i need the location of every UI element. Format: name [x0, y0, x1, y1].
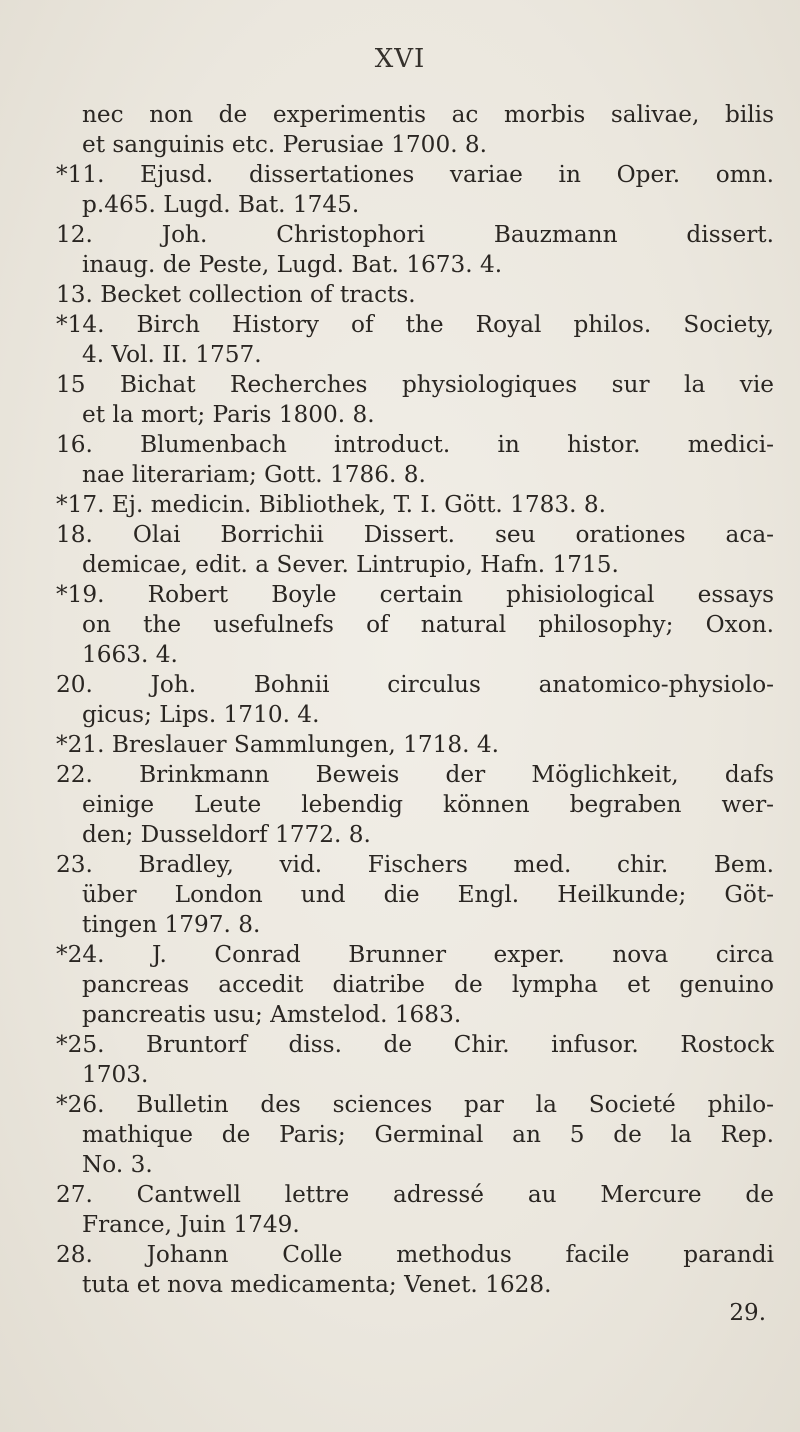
- page-number: XVI: [374, 44, 426, 74]
- entry-line: et la mort; Paris 1800. 8.: [82, 401, 375, 428]
- entry-line: 16. Blumenbach introduct. in histor. medici-: [56, 431, 774, 458]
- bibliography-entry: [56, 1030, 774, 1090]
- entry-line: 15 Bichat Recherches physiologiques sur la vie: [56, 371, 774, 398]
- bibliography-entry: [56, 580, 774, 670]
- bibliography-entry: [56, 310, 774, 370]
- bibliography-entry: [56, 220, 774, 280]
- entry-line: nec non de experimentis ac morbis salivae, bilis: [82, 101, 774, 128]
- entry-line: über London und die Engl. Heilkunde; Göt-: [82, 881, 774, 908]
- entry-line: pancreatis usu; Amstelod. 1683.: [82, 1001, 462, 1028]
- entry-line: 1663. 4.: [82, 641, 178, 668]
- entry-line: tingen 1797. 8.: [82, 911, 261, 938]
- bibliography-entry: [56, 670, 774, 730]
- entry-line: No. 3.: [82, 1151, 153, 1178]
- entry-line: 23. Bradley, vid. Fischers med. chir. Bem.: [56, 851, 774, 878]
- bibliography-entry: [56, 1090, 774, 1180]
- bibliography-entry: [56, 490, 774, 520]
- bibliography-entry: [56, 160, 774, 220]
- bibliography-entry: [56, 940, 774, 1030]
- bibliography-entry: [56, 730, 774, 760]
- bibliography-entry: [56, 760, 774, 850]
- entry-line: France, Juin 1749.: [82, 1211, 300, 1238]
- entry-line: *17. Ej. medicin. Bibliothek, T. I. Gött. 1783. 8.: [56, 491, 607, 518]
- entry-line: 20. Joh. Bohnii circulus anatomico-physiolo-: [56, 671, 774, 698]
- entry-line: nae literariam; Gott. 1786. 8.: [82, 461, 426, 488]
- entry-line: 12. Joh. Christophori Bauzmann dissert.: [56, 221, 774, 248]
- entry-line: *21. Breslauer Sammlungen, 1718. 4.: [56, 731, 500, 758]
- entry-line: gicus; Lips. 1710. 4.: [82, 701, 320, 728]
- entry-line: on the usefulnefs of natural philosophy; Oxon.: [82, 611, 774, 638]
- bibliography-entry: [56, 850, 774, 940]
- bibliography-entry: [56, 280, 774, 310]
- entry-line: 18. Olai Borrichii Dissert. seu orationes aca-: [56, 521, 774, 548]
- entry-line: einige Leute lebendig können begraben wer-: [82, 791, 774, 818]
- entry-line: demicae, edit. a Sever. Lintrupio, Hafn. 1715.: [82, 551, 619, 578]
- bibliography-entry: [56, 1240, 774, 1300]
- entry-line: 22. Brinkmann Beweis der Möglichkeit, dafs: [56, 761, 774, 788]
- entry-line: 4. Vol. II. 1757.: [82, 341, 262, 368]
- entry-line: inaug. de Peste, Lugd. Bat. 1673. 4.: [82, 251, 503, 278]
- bibliography-entry: [56, 1180, 774, 1240]
- entry-line: pancreas accedit diatribe de lympha et genuino: [82, 971, 774, 998]
- entry-line: *24. J. Conrad Brunner exper. nova circa: [56, 941, 774, 968]
- entry-line: *19. Robert Boyle certain phisiological essays: [56, 581, 774, 608]
- entry-line: den; Dusseldorf 1772. 8.: [82, 821, 371, 848]
- entry-line: 27. Cantwell lettre adressé au Mercure de: [56, 1181, 774, 1208]
- entry-line: *25. Bruntorf diss. de Chir. infusor. Rostock: [56, 1031, 774, 1058]
- bibliography-list: [56, 100, 774, 1300]
- bibliography-entry: [56, 520, 774, 580]
- entry-line: p.465. Lugd. Bat. 1745.: [82, 191, 360, 218]
- entry-line: mathique de Paris; Germinal an 5 de la Rep.: [82, 1121, 774, 1148]
- entry-line: 28. Johann Colle methodus facile parandi: [56, 1241, 774, 1268]
- entry-line: *26. Bulletin des sciences par la Societé philo-: [56, 1091, 774, 1118]
- entry-line: *14. Birch History of the Royal philos. Society,: [56, 311, 774, 338]
- bibliography-entry: [56, 370, 774, 430]
- entry-line: tuta et nova medicamenta; Venet. 1628.: [82, 1271, 552, 1298]
- bibliography-entry: [56, 430, 774, 490]
- catchword: 29.: [729, 1300, 766, 1326]
- entry-line: 1703.: [82, 1061, 149, 1088]
- entry-line: 13. Becket collection of tracts.: [56, 281, 416, 308]
- entry-line: *11. Ejusd. dissertationes variae in Oper. omn.: [56, 161, 774, 188]
- bibliography-entry: [56, 100, 774, 160]
- entry-line: et sanguinis etc. Perusiae 1700. 8.: [82, 131, 488, 158]
